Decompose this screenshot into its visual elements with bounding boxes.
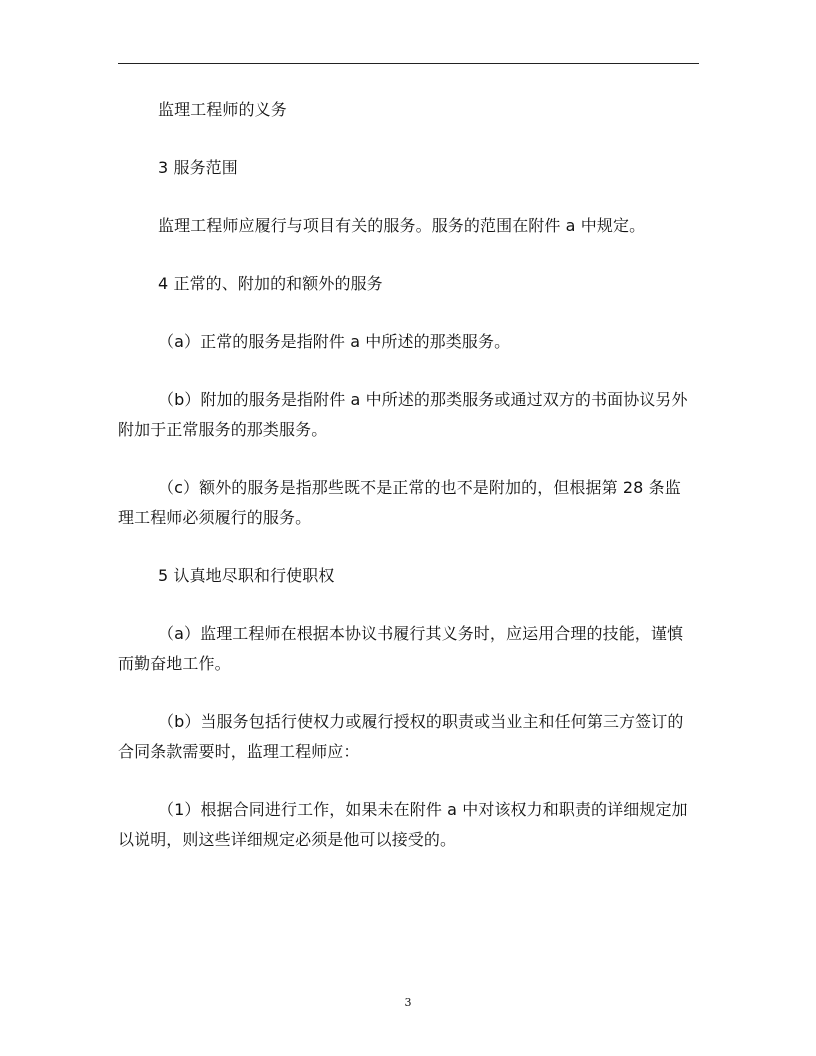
document-body [118, 95, 692, 855]
paragraph-normal-services: （a）正常的服务是指附件 a 中所述的那类服务。 [158, 332, 511, 351]
section-heading-services: 4 正常的、附加的和额外的服务 [158, 274, 383, 293]
paragraph-diligence-a: （a）监理工程师在根据本协议书履行其义务时，应运用合理的技能，谨慎而勤奋地工作。 [118, 624, 684, 673]
paragraph-additional-services: （b）附加的服务是指附件 a 中所述的那类服务或通过双方的书面协议另外附加于正常服务的那类服务。 [118, 390, 688, 439]
paragraph-diligence-b1: （1）根据合同进行工作，如果未在附件 a 中对该权力和职责的详细规定加以说明，则这些详细规定必须是他可以接受的。 [118, 800, 688, 849]
paragraph-scope: 监理工程师应履行与项目有关的服务。服务的范围在附件 a 中规定。 [158, 216, 646, 235]
paragraph-diligence-b: （b）当服务包括行使权力或履行授权的职责或当业主和任何第三方签订的合同条款需要时，监理工程师应： [118, 712, 684, 761]
paragraph-extra-services: （c）额外的服务是指那些既不是正常的也不是附加的，但根据第 28 条监理工程师必须履行的服务。 [118, 478, 681, 527]
header-rule [118, 63, 699, 64]
section-heading-scope: 3 服务范围 [158, 158, 238, 177]
page-number: 3 [404, 996, 412, 1009]
section-heading-obligations: 监理工程师的义务 [158, 100, 287, 119]
section-heading-diligence: 5 认真地尽职和行使职权 [158, 566, 335, 585]
